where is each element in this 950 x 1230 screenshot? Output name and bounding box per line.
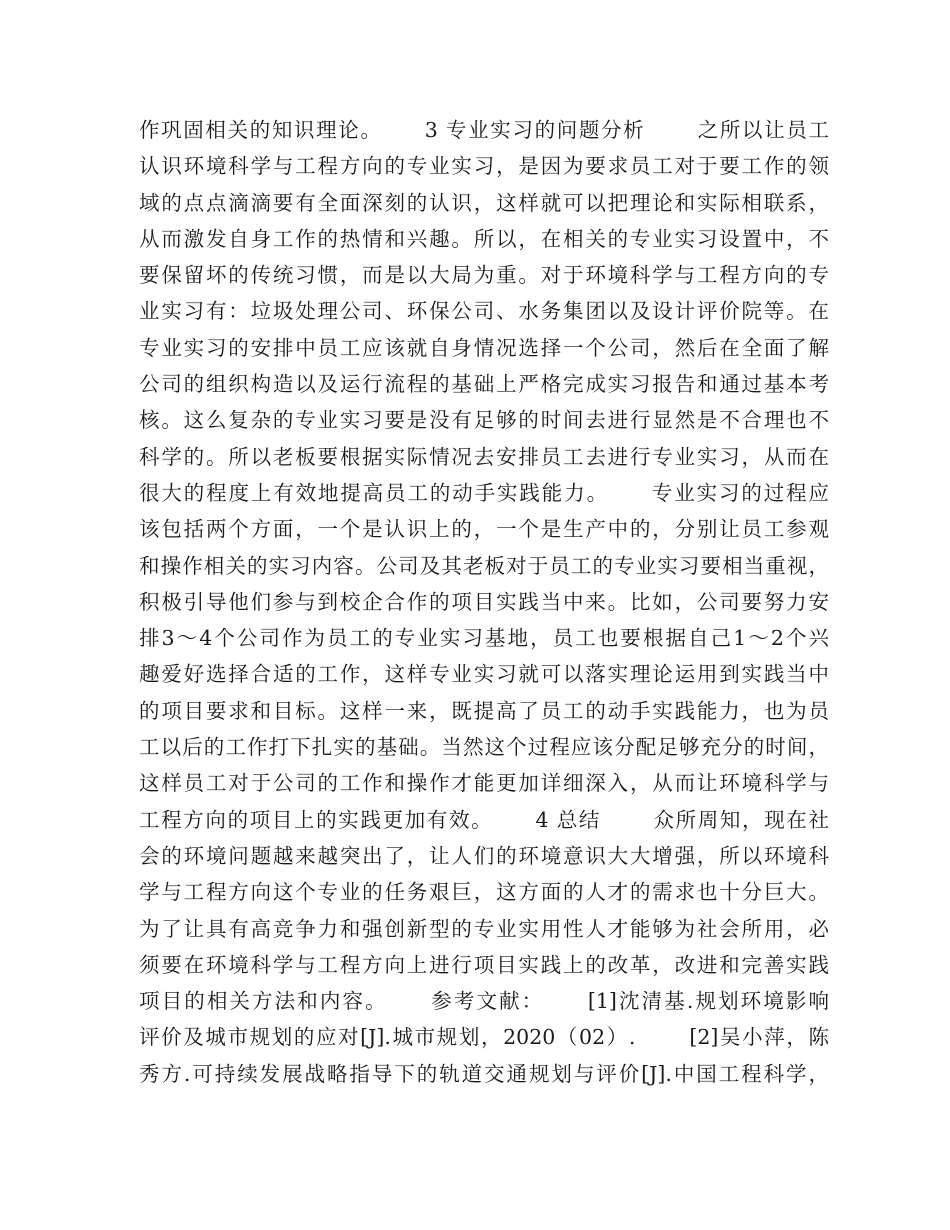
text-line: 秀方.可持续发展战略指导下的轨道交通规划与评价[J].中国工程科学， [139, 1061, 829, 1086]
text-line: 公司的组织构造以及运行流程的基础上严格完成实习报告和通过基本考 [139, 372, 829, 397]
text-line: 积极引导他们参与到校企合作的项目实践当中来。比如，公司要努力安 [139, 589, 829, 614]
text-line: 须要在环境科学与工程方向上进行项目实践上的改革，改进和完善实践 [139, 952, 829, 977]
text-line: 认识环境科学与工程方向的专业实习，是因为要求员工对于要工作的领 [139, 154, 829, 179]
text-line: 工程方向的项目上的实践更加有效。 4 总结 众所周知，现在社 [139, 807, 829, 832]
text-line: 趣爱好选择合适的工作，这样专业实习就可以落实理论运用到实践当中 [139, 662, 829, 687]
text-line: 学与工程方向这个专业的任务艰巨，这方面的人才的需求也十分巨大。 [139, 880, 829, 905]
body-text [139, 112, 829, 1092]
text-line: 为了让具有高竞争力和强创新型的专业实用性人才能够为社会所用，必 [139, 916, 829, 941]
text-line: 核。这么复杂的专业实习要是没有足够的时间去进行显然是不合理也不 [139, 408, 829, 433]
text-line: 项目的相关方法和内容。 参考文献： [1]沈清基.规划环境影响 [139, 989, 829, 1014]
text-line: 的项目要求和目标。这样一来，既提高了员工的动手实践能力，也为员 [139, 698, 829, 723]
text-line: 要保留坏的传统习惯，而是以大局为重。对于环境科学与工程方向的专 [139, 263, 829, 288]
text-line: 和操作相关的实习内容。公司及其老板对于员工的专业实习要相当重视， [139, 553, 829, 578]
text-line: 很大的程度上有效地提高员工的动手实践能力。 专业实习的过程应 [139, 480, 829, 505]
text-line: 工以后的工作打下扎实的基础。当然这个过程应该分配足够充分的时间， [139, 735, 829, 760]
text-line: 会的环境问题越来越突出了，让人们的环境意识大大增强，所以环境科 [139, 843, 829, 868]
text-line: 作巩固相关的知识理论。 3 专业实习的问题分析 之所以让员工 [139, 118, 829, 142]
text-line: 科学的。所以老板要根据实际情况去安排员工去进行专业实习，从而在 [139, 444, 829, 469]
text-line: 这样员工对于公司的工作和操作才能更加详细深入，从而让环境科学与 [139, 771, 829, 796]
text-line: 从而激发自身工作的热情和兴趣。所以，在相关的专业实习设置中，不 [139, 226, 829, 251]
text-line: 域的点点滴滴要有全面深刻的认识，这样就可以把理论和实际相联系， [139, 190, 829, 215]
text-line: 排3～4个公司作为员工的专业实习基地，员工也要根据自己1～2个兴 [139, 626, 829, 651]
text-line: 业实习有：垃圾处理公司、环保公司、水务集团以及设计评价院等。在 [139, 299, 829, 324]
text-line: 评价及城市规划的应对[J].城市规划，2020（02）. [2]吴小萍，陈 [139, 1025, 829, 1050]
text-line: 专业实习的安排中员工应该就自身情况选择一个公司，然后在全面了解 [139, 335, 829, 360]
text-line: 该包括两个方面，一个是认识上的，一个是生产中的，分别让员工参观 [139, 517, 829, 542]
